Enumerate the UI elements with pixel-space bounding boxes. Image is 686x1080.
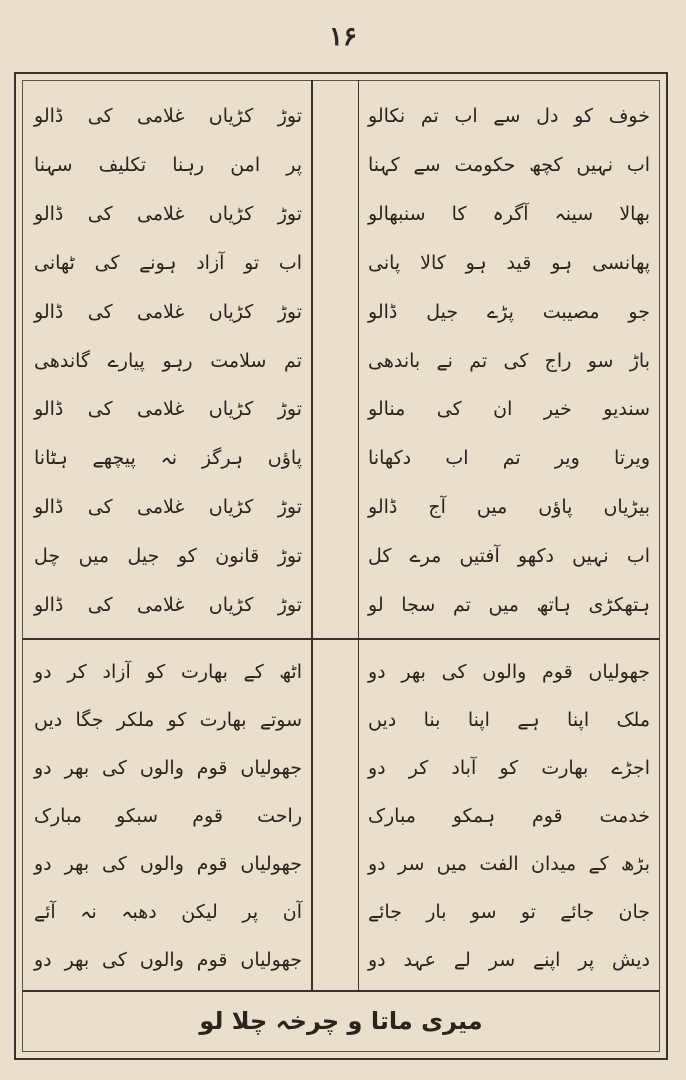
verse-line: دیش پر اپنے سر لے عہد دو [368, 948, 650, 971]
verse-line: توڑ قانون کو جیل میں چل [34, 545, 302, 568]
verse-line: جھولیاں قوم والوں کی بھر دو [34, 756, 302, 779]
verse-line: ویرتا ویر تم اب دکھانا [368, 447, 650, 470]
verse-line: خوف کو دل سے اب تم نکالو [368, 105, 650, 128]
verse-line: توڑ کڑیاں غلامی کی ڈالو [34, 594, 302, 617]
verse-line: جھولیاں قوم والوں کی بھر دو [368, 660, 650, 683]
verse-line: باڑ سو راج کی تم نے باندھی [368, 349, 650, 372]
bottom-right-stanza [368, 648, 650, 984]
verse-line: توڑ کڑیاں غلامی کی ڈالو [34, 398, 302, 421]
verse-line: راحت قوم سبکو مبارک [34, 804, 302, 827]
column-divider [311, 80, 313, 992]
verse-line: پر امن رہنا تکلیف سہنا [34, 153, 302, 176]
verse-line: پھانسی ہو قید ہو کالا پانی [368, 251, 650, 274]
verse-line: اب نہیں دکھو آفتیں مرے کل [368, 545, 650, 568]
verse-line: اٹھ کے بھارت کو آزاد کر دو [34, 660, 302, 683]
verse-line: ملک اپنا ہے اپنا بنا دیں [368, 708, 650, 731]
verse-line: بیڑیاں پاؤں میں آج ڈالو [368, 496, 650, 519]
verse-line: جھولیاں قوم والوں کی بھر دو [34, 948, 302, 971]
verse-line: پاؤں ہرگز نہ پیچھے ہٹانا [34, 447, 302, 470]
top-left-stanza [34, 92, 302, 630]
verse-line: ہتھکڑی ہاتھ میں تم سجا لو [368, 594, 650, 617]
verse-line: اب نہیں کچھ حکومت سے کہنا [368, 153, 650, 176]
verse-line: توڑ کڑیاں غلامی کی ڈالو [34, 202, 302, 225]
section-divider [22, 638, 660, 640]
verse-line: اب تو آزاد ہونے کی ٹھانی [34, 251, 302, 274]
verse-line: تم سلامت رہو پیارے گاندھی [34, 349, 302, 372]
verse-line: خدمت قوم ہمکو مبارک [368, 804, 650, 827]
verse-line: جان جائے تو سو بار جائے [368, 900, 650, 923]
verse-line: آن پر لیکن دھبہ نہ آئے [34, 900, 302, 923]
top-right-stanza [368, 92, 650, 630]
verse-line: اجڑے بھارت کو آباد کر دو [368, 756, 650, 779]
page-number: ۱۶ [329, 22, 357, 52]
verse-line: سوتے بھارت کو ملکر جگا دیں [34, 708, 302, 731]
verse-line: بڑھ کے میدان الفت میں سر دو [368, 852, 650, 875]
verse-line: بھالا سینہ آگرہ کا سنبھالو [368, 202, 650, 225]
verse-line: توڑ کڑیاں غلامی کی ڈالو [34, 496, 302, 519]
footer-title: میری ماتا و چرخہ چلا لو [199, 1007, 483, 1035]
verse-line: جو مصیبت پڑے جیل ڈالو [368, 300, 650, 323]
footer-divider [22, 990, 660, 992]
verse-line: توڑ کڑیاں غلامی کی ڈالو [34, 105, 302, 128]
column-divider-second [358, 80, 359, 992]
verse-line: جھولیاں قوم والوں کی بھر دو [34, 852, 302, 875]
bottom-left-stanza [34, 648, 302, 984]
verse-line: سندیو خیر ان کی منالو [368, 398, 650, 421]
verse-line: توڑ کڑیاں غلامی کی ڈالو [34, 300, 302, 323]
